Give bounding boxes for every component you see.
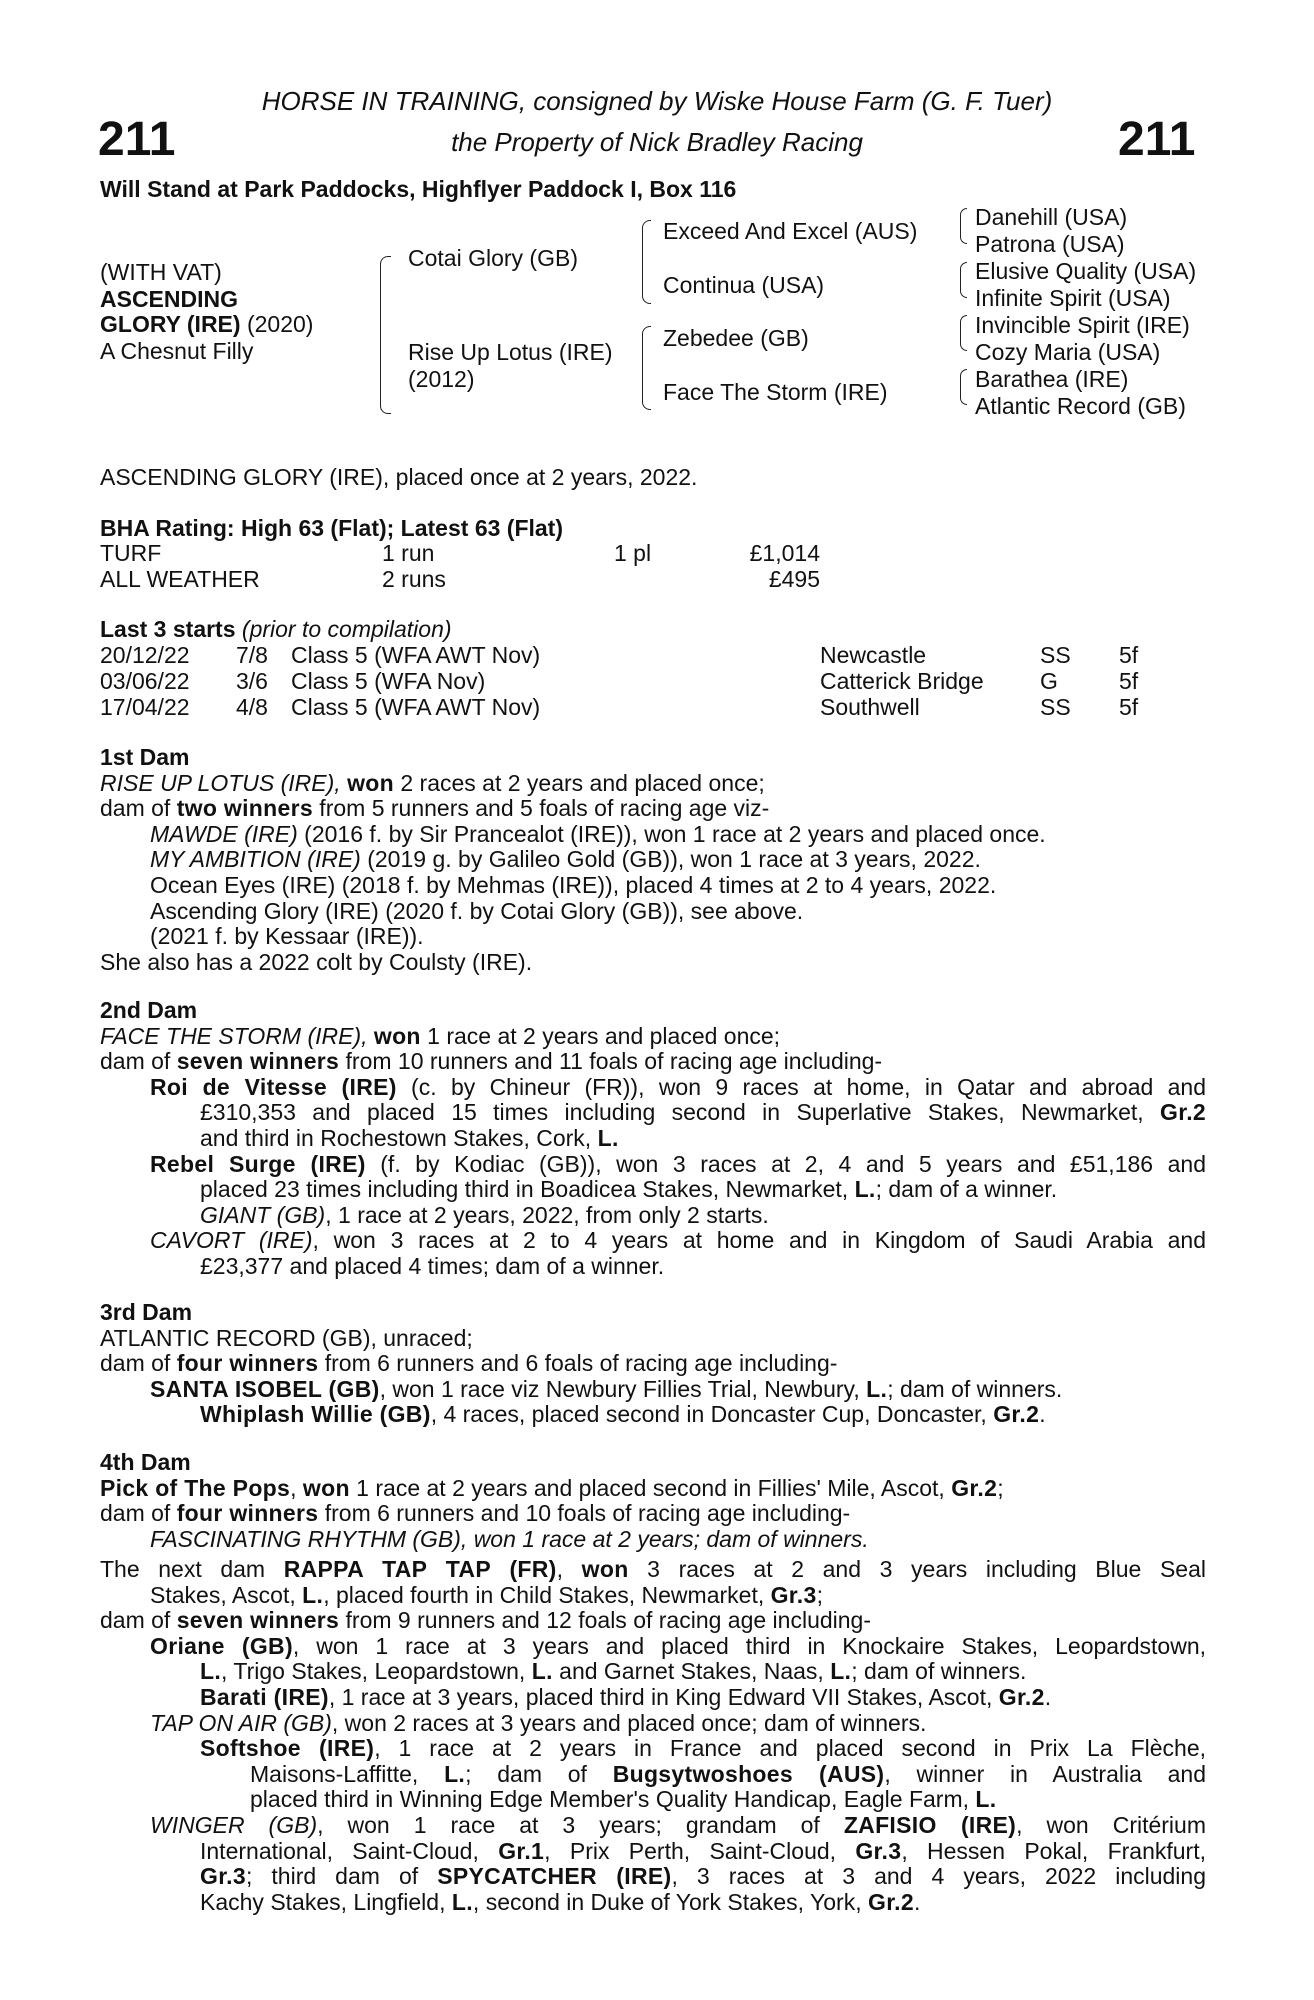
produce-name: MAWDE (IRE) [150, 820, 298, 847]
produce-record: ; dam of winners. [887, 1375, 1063, 1402]
produce-record: , winner in Australia and [884, 1760, 1207, 1787]
pedigree-dam-year: (2012) [408, 366, 475, 392]
start-pos: 4/8 [236, 694, 268, 720]
brace-gen4-4 [960, 369, 967, 405]
last-starts-title: Last 3 starts [100, 616, 236, 642]
produce-name: Softshoe (IRE) [200, 1735, 375, 1762]
horse-name-line2-row [100, 312, 313, 338]
race-grade: L. [597, 1124, 619, 1151]
text: from 6 runners and 10 foals of racing age including- [318, 1500, 851, 1527]
text: , [290, 1474, 303, 1501]
text: dam of [100, 1500, 177, 1527]
race-grade: L. [854, 1176, 876, 1203]
pedigree-gen4-6: Cozy Maria (USA) [975, 339, 1161, 365]
start-course: Southwell [820, 694, 920, 720]
start-going: SS [1040, 694, 1071, 720]
start-distance: 5f [1119, 642, 1139, 668]
winners-count: four winners [176, 1350, 319, 1377]
pedigree-gen4-2: Patrona (USA) [975, 231, 1125, 257]
produce-record: £23,377 and placed 4 times; dam of a winner. [200, 1252, 665, 1279]
brace-sire [642, 220, 651, 304]
produce-record: , 1 race at 2 years in France and placed second in Prix La Flèche, [374, 1735, 1206, 1762]
lot-number-right: 211 [1118, 113, 1196, 166]
race-grade: Gr.3 [855, 1837, 902, 1864]
dam-note: She also has a 2022 colt by Coulsty (IRE). [100, 948, 533, 975]
start-course: Newcastle [820, 642, 927, 668]
lot-number-left: 211 [98, 113, 176, 166]
won-label: won [581, 1556, 629, 1582]
property-line: the Property of Nick Bradley Racing [451, 127, 863, 157]
last-starts-heading [100, 617, 452, 643]
produce-record: , Hessen Pokal, Frankfurt, [901, 1837, 1206, 1864]
dam-record: Stakes, Ascot, [150, 1581, 303, 1608]
produce-name: CAVORT (IRE) [150, 1227, 313, 1254]
text: ; [816, 1581, 823, 1608]
race-grade: L. [302, 1581, 324, 1608]
start-date: 03/06/22 [100, 668, 190, 694]
produce-name: SANTA ISOBEL (GB) [150, 1375, 380, 1402]
produce-record: Kachy Stakes, Lingfield, [200, 1888, 452, 1915]
produce-name: Whiplash Willie (GB) [200, 1401, 431, 1428]
brace-gen4-1 [960, 208, 967, 244]
start-race: Class 5 (WFA AWT Nov) [291, 694, 541, 720]
produce-record: . [913, 1888, 921, 1915]
race-summary: ASCENDING GLORY (IRE), placed once at 2 years, 2022. [100, 464, 698, 490]
start-date: 20/12/22 [100, 642, 190, 668]
produce-name: Roi de Vitesse (IRE) [150, 1073, 397, 1100]
text: from 6 runners and 6 foals of racing age including- [318, 1350, 838, 1377]
third-dam-section [100, 1300, 1206, 1428]
dam-name: RAPPA TAP TAP (FR) [283, 1556, 557, 1582]
produce-record: £310,353 and placed 15 times including second in Superlative Stakes, Newmarket, [200, 1099, 1161, 1126]
race-grade: L. [830, 1658, 852, 1685]
next-dam-section [100, 1557, 1206, 1915]
produce-record: Maisons-Laffitte, [250, 1760, 445, 1787]
produce-record: , 1 race at 2 years, 2022, from only 2 starts. [325, 1201, 769, 1228]
produce-record: , Prix Perth, Saint-Cloud, [544, 1837, 856, 1864]
produce-record: (2019 g. by Galileo Gold (GB)), won 1 race at 3 years, 2022. [360, 846, 981, 873]
pedigree-sire-sire: Exceed And Excel (AUS) [663, 218, 918, 244]
race-grade: L. [444, 1760, 466, 1787]
dam-record: 2 races at 2 years and placed once; [393, 769, 765, 796]
race-grade: L. [451, 1888, 473, 1915]
consignor-line: HORSE IN TRAINING, consigned by Wiske House Farm (G. F. Tuer) [261, 86, 1053, 116]
horse-name-line1: ASCENDING [100, 286, 239, 312]
dam-name: FACE THE STORM (IRE), [100, 1022, 374, 1049]
produce-record: (c. by Chineur (FR)), won 9 races at home, in Qatar and abroad and [396, 1073, 1206, 1100]
race-grade: L. [975, 1786, 997, 1813]
stand-location: Will Stand at Park Paddocks, Highflyer Paddock I, Box 116 [100, 176, 737, 202]
produce-record: ; dam of winners. [851, 1658, 1027, 1685]
start-race: Class 5 (WFA Nov) [291, 668, 486, 694]
text: from 9 runners and 12 foals of racing age including- [339, 1607, 872, 1634]
produce-record: , 4 races, placed second in Doncaster Cup, Doncaster, [430, 1401, 994, 1428]
dam-record: 1 race at 2 years and placed once; [420, 1022, 781, 1049]
produce-entry: FASCINATING RHYTHM (GB), won 1 race at 2 years; dam of winners. [150, 1525, 869, 1552]
dam-name: Pick of The Pops [100, 1474, 291, 1501]
race-grade: Gr.3 [770, 1581, 817, 1608]
race-grade: Gr.3 [200, 1863, 246, 1890]
produce-name: WINGER (GB) [150, 1811, 318, 1838]
text: , [556, 1556, 582, 1582]
produce-name: GIANT (GB) [200, 1201, 326, 1228]
produce-record: , Trigo Stakes, Leopardstown, [221, 1658, 532, 1685]
produce-record: ; dam of [465, 1760, 613, 1787]
produce-record: ; third dam of [245, 1863, 438, 1890]
start-pos: 7/8 [236, 642, 268, 668]
rating-surface-turf: TURF [100, 540, 162, 566]
text: dam of [100, 795, 177, 822]
produce-record: International, Saint-Cloud, [200, 1837, 499, 1864]
race-grade: L. [531, 1658, 553, 1685]
winners-count: seven winners [176, 1048, 340, 1075]
first-dam-section [100, 745, 1206, 975]
start-race: Class 5 (WFA AWT Nov) [291, 642, 541, 668]
dam-record: , placed fourth in Child Stakes, Newmarket, [323, 1581, 771, 1608]
produce-record: , won 3 races at 2 to 4 years at home and in Kingdom of Saudi Arabia and [312, 1227, 1206, 1254]
won-label: won [347, 769, 394, 796]
produce-name: Barati (IRE) [200, 1683, 329, 1710]
race-grade: Gr.1 [498, 1837, 545, 1864]
section-title: 4th Dam [100, 1449, 191, 1475]
vat-note: (WITH VAT) [100, 259, 222, 285]
pedigree-dam-sire: Zebedee (GB) [663, 325, 809, 351]
dam-name: ATLANTIC RECORD (GB), unraced; [100, 1324, 473, 1351]
winners-count: four winners [176, 1500, 319, 1527]
race-grade: Gr.2 [1160, 1099, 1206, 1126]
pedigree-dam-dam: Face The Storm (IRE) [663, 379, 888, 405]
produce-record: . [1044, 1683, 1052, 1710]
produce-name: MY AMBITION (IRE) [150, 846, 361, 873]
produce-record: ; dam of a winner. [875, 1176, 1058, 1203]
brace-dam [642, 326, 651, 410]
produce-record: , won 1 race viz Newbury Fillies Trial, Newbury, [379, 1375, 867, 1402]
fourth-dam-section [100, 1450, 1206, 1552]
pedigree-gen4-7: Barathea (IRE) [975, 366, 1129, 392]
pedigree-gen4-1: Danehill (USA) [975, 204, 1128, 230]
produce-record: , won Critérium [1016, 1811, 1206, 1838]
start-course: Catterick Bridge [820, 668, 984, 694]
race-grade: L. [200, 1658, 222, 1685]
pedigree-gen4-8: Atlantic Record (GB) [975, 393, 1186, 419]
rating-surface-aw: ALL WEATHER [100, 566, 260, 592]
start-distance: 5f [1119, 668, 1139, 694]
rating-runs-aw: 2 runs [382, 566, 446, 592]
text: from 5 runners and 5 foals of racing age viz- [312, 795, 770, 822]
start-date: 17/04/22 [100, 694, 190, 720]
produce-name: SPYCATCHER (IRE) [437, 1863, 672, 1890]
pedigree-sire: Cotai Glory (GB) [408, 245, 578, 271]
text: dam of [100, 1350, 177, 1377]
winners-count: seven winners [176, 1607, 340, 1634]
text: dam of [100, 1607, 177, 1634]
pedigree-gen4-5: Invincible Spirit (IRE) [975, 312, 1190, 338]
pedigree-sire-dam: Continua (USA) [663, 272, 825, 298]
brace-gen4-3 [960, 315, 967, 351]
dam-record: 3 races at 2 and 3 years including Blue Seal [628, 1556, 1206, 1582]
produce-name: Rebel Surge (IRE) [150, 1150, 366, 1177]
race-grade: Gr.2 [993, 1401, 1040, 1428]
produce-record: placed third in Winning Edge Member's Quality Handicap, Eagle Farm, [250, 1786, 976, 1813]
produce-record: , won 2 races at 3 years and placed once; dam of winners. [331, 1709, 927, 1736]
produce-record: placed 23 times including third in Boadicea Stakes, Newmarket, [200, 1176, 855, 1203]
pedigree-gen4-4: Infinite Spirit (USA) [975, 285, 1171, 311]
start-distance: 5f [1119, 694, 1139, 720]
last-starts-note: (prior to compilation) [235, 616, 452, 642]
produce-entry: Ascending Glory (IRE) (2020 f. by Cotai Glory (GB)), see above. [150, 897, 804, 924]
text: The next dam [100, 1556, 284, 1582]
produce-record: , won 1 race at 3 years; grandam of [317, 1811, 844, 1838]
produce-record: (2016 f. by Sir Prancealot (IRE)), won 1 race at 2 years and placed once. [297, 820, 1046, 847]
start-going: SS [1040, 642, 1071, 668]
bha-rating: BHA Rating: High 63 (Flat); Latest 63 (Flat) [100, 515, 563, 541]
produce-record: , 3 races at 3 and 4 years, 2022 including [671, 1863, 1206, 1890]
won-label: won [373, 1022, 421, 1049]
produce-name: ZAFISIO (IRE) [843, 1811, 1017, 1838]
produce-name: Bugsytwoshoes (AUS) [612, 1760, 885, 1787]
produce-record: . [1039, 1401, 1046, 1428]
pedigree-gen4-3: Elusive Quality (USA) [975, 258, 1197, 284]
second-dam-section [100, 998, 1206, 1280]
produce-name: Oriane (GB) [150, 1632, 293, 1659]
horse-description: A Chesnut Filly [100, 338, 254, 364]
text: ; [997, 1474, 1004, 1501]
produce-record: and Garnet Stakes, Naas, [552, 1658, 831, 1685]
section-title: 3rd Dam [100, 1299, 193, 1325]
produce-record: and third in Rochestown Stakes, Cork, [200, 1124, 598, 1151]
produce-entry: (2021 f. by Kessaar (IRE)). [150, 923, 424, 950]
produce-record: (f. by Kodiac (GB)), won 3 races at 2, 4 and 5 years and £51,186 and [365, 1150, 1207, 1177]
race-grade: Gr.2 [998, 1683, 1045, 1710]
text: from 10 runners and 11 foals of racing age including- [339, 1048, 883, 1075]
produce-record: , 1 race at 3 years, placed third in King Edward VII Stakes, Ascot, [328, 1683, 999, 1710]
section-title: 2nd Dam [100, 997, 198, 1023]
produce-record: , won 1 race at 3 years and placed third in Knockaire Stakes, Leopardstown, [292, 1632, 1207, 1659]
horse-name-line2: GLORY (IRE) [100, 311, 241, 337]
rating-earnings-aw: £495 [768, 566, 820, 592]
start-pos: 3/6 [236, 668, 268, 694]
brace-gen4-2 [960, 262, 967, 298]
produce-name: TAP ON AIR (GB) [150, 1709, 332, 1736]
won-label: won [302, 1474, 350, 1501]
start-going: G [1040, 668, 1058, 694]
dam-record: 1 race at 2 years and placed second in Fillies' Mile, Ascot, [349, 1474, 952, 1501]
rating-earnings-turf: £1,014 [749, 540, 820, 566]
pedigree-dam: Rise Up Lotus (IRE) [408, 339, 613, 365]
produce-record: , second in Duke of York Stakes, York, [472, 1888, 868, 1915]
dam-name: RISE UP LOTUS (IRE), [100, 769, 348, 796]
race-grade: Gr.2 [868, 1888, 914, 1915]
text: dam of [100, 1048, 177, 1075]
race-grade: L. [866, 1375, 888, 1402]
winners-count: two winners [176, 795, 313, 822]
horse-year: (2020) [240, 311, 314, 337]
produce-entry: Ocean Eyes (IRE) (2018 f. by Mehmas (IRE)), placed 4 times at 2 to 4 years, 2022. [150, 871, 997, 898]
rating-placed-turf: 1 pl [614, 540, 652, 566]
brace-gen1 [380, 256, 391, 414]
rating-runs-turf: 1 run [382, 540, 435, 566]
race-grade: Gr.2 [951, 1474, 998, 1501]
section-title: 1st Dam [100, 744, 190, 770]
